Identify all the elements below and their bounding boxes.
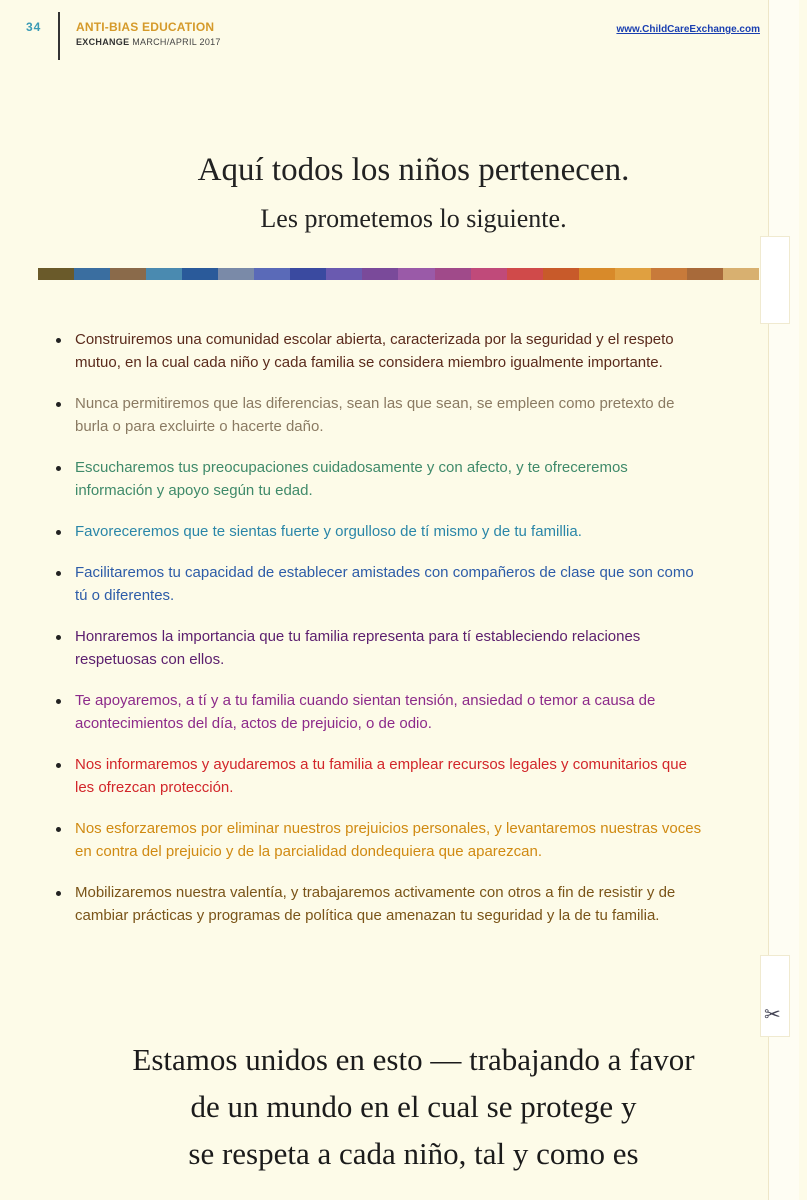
page-heading: Aquí todos los niños pertenecen. bbox=[197, 152, 630, 188]
publication-name: EXCHANGE bbox=[76, 37, 130, 47]
decorative-color-band bbox=[38, 268, 759, 280]
section-title: ANTI-BIAS EDUCATION bbox=[76, 20, 215, 34]
publication-line bbox=[76, 37, 221, 47]
color-band-segment bbox=[290, 268, 326, 280]
promise-item: Facilitaremos tu capacidad de establecer amistades con compañeros de clase que son como tú o diferentes. bbox=[54, 561, 704, 607]
color-band-segment bbox=[435, 268, 471, 280]
color-band-segment bbox=[182, 268, 218, 280]
promise-item: Nos esforzaremos por eliminar nuestros prejuicios personales, y levantaremos nuestras voces en contra del prejuicio y de la parcialidad dondequiera que aparezcan. bbox=[54, 817, 704, 863]
color-band-segment bbox=[398, 268, 434, 280]
color-band-segment bbox=[615, 268, 651, 280]
edge-tab-top bbox=[760, 236, 790, 324]
promise-item: Favoreceremos que te sientas fuerte y orgulloso de tí mismo y de tu famillia. bbox=[54, 520, 704, 543]
page-subheading: Les prometemos lo siguiente. bbox=[260, 204, 567, 233]
color-band-segment bbox=[146, 268, 182, 280]
color-band-segment bbox=[218, 268, 254, 280]
promise-item: Honraremos la importancia que tu familia representa para tí estableciendo relaciones respetuosas con ellos. bbox=[54, 625, 704, 671]
color-band-segment bbox=[471, 268, 507, 280]
color-band-segment bbox=[507, 268, 543, 280]
color-band-segment bbox=[543, 268, 579, 280]
color-band-segment bbox=[579, 268, 615, 280]
page-number: 34 bbox=[26, 20, 42, 34]
closing-line: se respeta a cada niño, tal y como es bbox=[188, 1136, 639, 1171]
website-link[interactable]: www.ChildCareExchange.com bbox=[616, 24, 760, 35]
promise-item: Nunca permitiremos que las diferencias, sean las que sean, se empleen como pretexto de burla o para excluirte o hacerte daño. bbox=[54, 392, 704, 438]
promise-list bbox=[54, 328, 704, 945]
color-band-segment bbox=[687, 268, 723, 280]
header-divider bbox=[58, 12, 60, 60]
closing-statement bbox=[0, 1036, 807, 1177]
color-band-segment bbox=[254, 268, 290, 280]
closing-line: de un mundo en el cual se protege y bbox=[190, 1089, 637, 1124]
color-band-segment bbox=[651, 268, 687, 280]
promise-item: Construiremos una comunidad escolar abierta, caracterizada por la seguridad y el respeto mutuo, en la cual cada niño y cada familia se considera miembro igualmente importante. bbox=[54, 328, 704, 374]
color-band-segment bbox=[362, 268, 398, 280]
promise-item: Escucharemos tus preocupaciones cuidadosamente y con afecto, y te ofreceremos información y apoyo según tu edad. bbox=[54, 456, 704, 502]
color-band-segment bbox=[38, 268, 74, 280]
promise-item: Mobilizaremos nuestra valentía, y trabajaremos activamente con otros a fin de resistir y de cambiar prácticas y programas de política que amenazan tu seguridad y la de tu familia. bbox=[54, 881, 704, 927]
color-band-segment bbox=[110, 268, 146, 280]
color-band-segment bbox=[74, 268, 110, 280]
closing-line: Estamos unidos en esto — trabajando a favor bbox=[132, 1042, 695, 1077]
issue-date: MARCH/APRIL 2017 bbox=[132, 37, 221, 47]
running-header bbox=[76, 20, 221, 47]
color-band-segment bbox=[723, 268, 759, 280]
color-band-segment bbox=[326, 268, 362, 280]
promise-item: Nos informaremos y ayudaremos a tu familia a emplear recursos legales y comunitarios que les ofrezcan protección. bbox=[54, 753, 704, 799]
scissors-icon: ✂ bbox=[764, 1004, 781, 1026]
promise-item: Te apoyaremos, a tí y a tu familia cuando sientan tensión, ansiedad o temor a causa de acontecimientos del día, actos de prejuicio, o de odio. bbox=[54, 689, 704, 735]
